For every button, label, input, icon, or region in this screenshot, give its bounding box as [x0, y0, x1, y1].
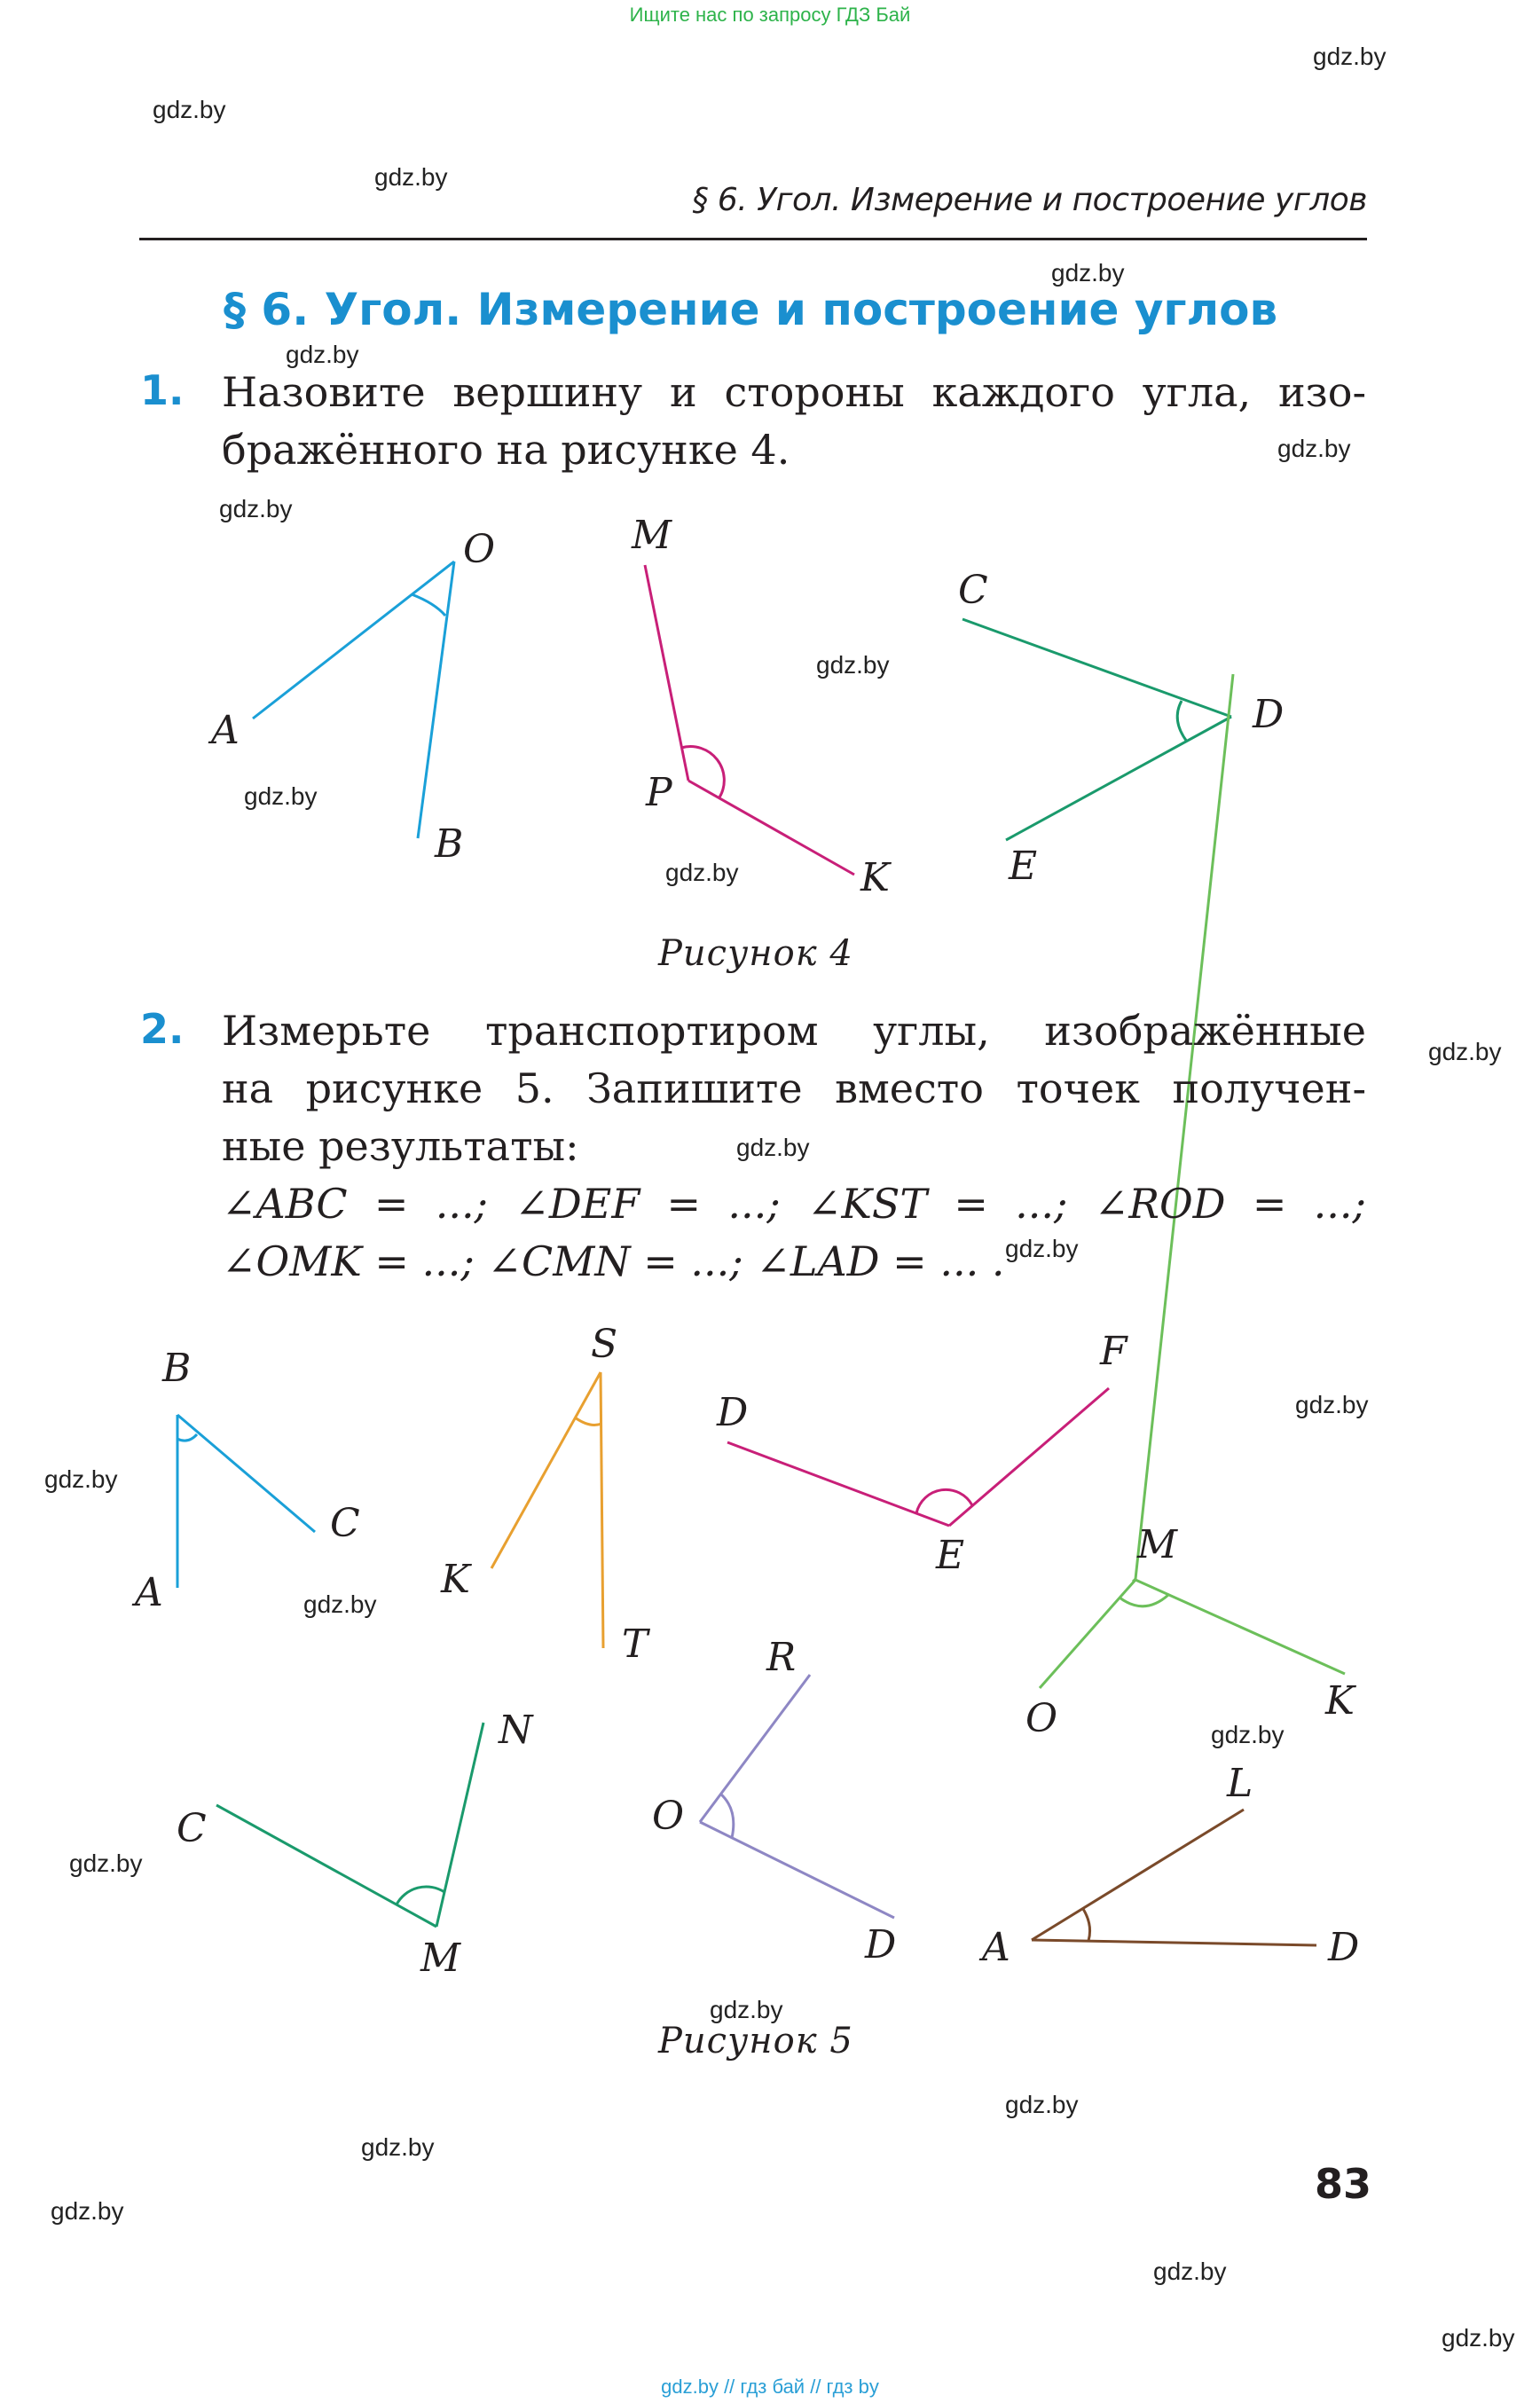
watermark: gdz.by [1051, 259, 1125, 287]
task-line: на рисунке 5. Запишите вместо точек получен- [222, 1064, 1366, 1112]
watermark: gdz.by [1153, 2258, 1227, 2285]
watermark: gdz.by [69, 1849, 143, 1877]
angle-rod [700, 1675, 894, 1918]
watermark: gdz.by [51, 2197, 124, 2225]
watermark: gdz.by [374, 163, 448, 191]
point-label: O [652, 1794, 685, 1839]
watermark: gdz.by [736, 1134, 810, 1161]
point-label: C [177, 1806, 207, 1851]
task-line: ные результаты: [222, 1122, 579, 1170]
bottom-banner[interactable]: gdz.by // гдз бай // гдз by [661, 2376, 879, 2398]
task-line: ∠ABC = ...; ∠DEF = ...; ∠KST = ...; ∠ROD = ...; [222, 1180, 1366, 1228]
point-label: N [499, 1708, 533, 1753]
point-label: K [441, 1557, 470, 1602]
watermark: gdz.by [1295, 1391, 1369, 1418]
point-label: M [632, 513, 672, 558]
running-head: § 6. Угол. Измерение и построение углов [692, 182, 1367, 218]
watermark: gdz.by [286, 341, 359, 368]
watermark: gdz.by [1428, 1038, 1502, 1065]
point-label: D [865, 1922, 897, 1967]
point-label: M [420, 1936, 461, 1981]
task-line: Измерьте транспортиром углы, изображённые [222, 1007, 1366, 1055]
task-line: Назовите вершину и стороны каждого угла, изо- [222, 368, 1366, 416]
angle-abc [177, 1415, 315, 1588]
point-label: T [622, 1622, 648, 1667]
point-label: A [982, 1925, 1010, 1970]
point-label: S [591, 1322, 618, 1367]
watermark: gdz.by [1313, 43, 1387, 70]
point-label: B [435, 821, 464, 867]
angle-cmn [216, 1723, 483, 1927]
watermark: gdz.by [1277, 435, 1351, 462]
angle-lad [1032, 1810, 1316, 1945]
point-label: A [135, 1570, 163, 1615]
watermark: gdz.by [244, 782, 318, 810]
figure-4-caption: Рисунок 4 [658, 933, 853, 974]
angle-omk-lines [1040, 1580, 1345, 1688]
point-label: E [1009, 844, 1038, 889]
task-2-text [222, 1002, 1366, 1291]
point-label: C [330, 1501, 360, 1546]
section-title: § 6. Угол. Измерение и построение углов [224, 284, 1278, 335]
point-label: K [860, 855, 890, 900]
watermark: gdz.by [44, 1465, 118, 1493]
top-banner[interactable]: Ищите нас по запросу ГДЗ Бай [629, 4, 911, 26]
watermark: gdz.by [1005, 2091, 1079, 2118]
angle-mpk [645, 565, 854, 875]
point-label: R [766, 1635, 797, 1680]
point-label: L [1227, 1761, 1253, 1806]
point-label: P [646, 770, 672, 815]
point-label: M [1137, 1522, 1178, 1567]
watermark: gdz.by [153, 96, 226, 123]
point-label: C [958, 568, 988, 613]
watermark: gdz.by [1005, 1235, 1079, 1262]
task-line: ∠OMK = ...; ∠CMN = ...; ∠LAD = ... . [222, 1237, 1005, 1285]
angle-cde [962, 619, 1231, 840]
angle-kst [491, 1372, 603, 1648]
watermark: gdz.by [361, 2133, 435, 2161]
watermark: gdz.by [665, 859, 739, 886]
task-number: 1. [140, 366, 185, 414]
angle-def [727, 1388, 1109, 1526]
page-number: 83 [1315, 2160, 1372, 2208]
figure-5-caption: Рисунок 5 [658, 2021, 853, 2061]
task-line: бражённого на рисунке 4. [222, 426, 790, 474]
watermark: gdz.by [1211, 1721, 1285, 1748]
watermark: gdz.by [219, 495, 293, 522]
point-label: K [1325, 1678, 1355, 1724]
watermark: gdz.by [710, 1996, 783, 2023]
watermark: gdz.by [303, 1590, 377, 1618]
watermark: gdz.by [816, 651, 890, 679]
point-label: O [463, 527, 496, 572]
watermark: gdz.by [1442, 2324, 1515, 2352]
point-label: D [1328, 1925, 1360, 1970]
task-number: 2. [140, 1005, 185, 1053]
angle-aob [253, 561, 454, 838]
point-label: B [162, 1346, 192, 1391]
point-label: D [717, 1390, 749, 1435]
point-label: F [1100, 1329, 1128, 1374]
point-label: E [936, 1533, 965, 1578]
point-label: A [211, 708, 240, 753]
point-label: D [1253, 692, 1285, 737]
point-label: O [1025, 1696, 1058, 1741]
